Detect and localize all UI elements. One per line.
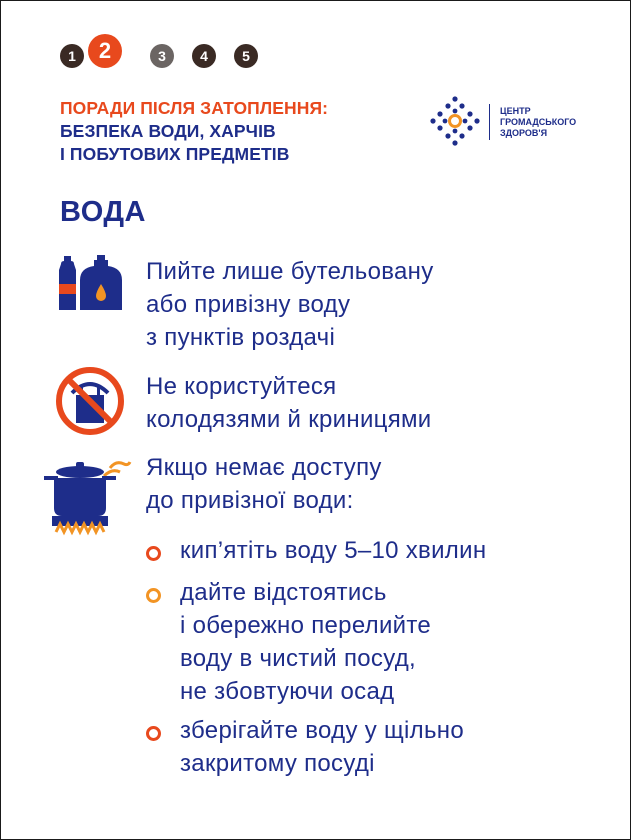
logo-text-line: ЦЕНТР [500,106,531,116]
step-5[interactable]: 5 [234,44,258,68]
bullet-icon [146,726,161,741]
tip-line: колодязями й криницями [146,406,432,433]
tip-line: Пийте лише бутельовану [146,258,434,285]
logo-divider [489,104,490,140]
step-1[interactable]: 1 [60,44,84,68]
tip-no-wells [146,370,432,436]
step-3[interactable]: 3 [150,44,174,68]
logo-text [500,106,576,139]
no-well-icon [54,365,126,442]
bullet-icon [146,546,161,561]
bullet-line: і обережно перелийте [180,612,432,639]
bullet-line: зберігайте воду у щільно [180,717,464,744]
bullet-icon [146,588,161,603]
bullet-store [180,714,464,780]
tip-line: Не користуйтеся [146,373,337,400]
header-title-line-3: І ПОБУТОВИХ ПРЕДМЕТІВ [60,144,290,164]
water-bottles-icon [56,254,124,317]
tip-line: з пунктів роздачі [146,324,336,351]
header-title-line-2: БЕЗПЕКА ВОДИ, ХАРЧІВ [60,121,276,141]
boiling-pot-icon [42,456,134,541]
bullet-line: воду в чистий посуд, [180,645,416,672]
tip-line: до привізної води: [146,487,354,514]
bullet-line: дайте відстоятись [180,579,387,606]
bullet-boil [180,534,486,567]
logo-text-line: ГРОМАДСЬКОГО [500,117,577,127]
bullet-line: кип’ятіть воду 5–10 хвилин [180,537,487,564]
bullet-line: закритому посуді [180,750,375,777]
bullet-line: не збовтуючи осад [180,678,395,705]
logo-mark-icon [430,96,480,146]
section-title: ВОДА [60,196,146,228]
step-4[interactable]: 4 [192,44,216,68]
tip-line: Якщо немає доступу [146,454,382,481]
tip-bottled-water [146,255,434,354]
public-health-center-logo [430,96,480,151]
header-title-line-1: ПОРАДИ ПІСЛЯ ЗАТОПЛЕННЯ: [60,98,329,118]
bullet-settle [180,576,431,708]
tip-no-access [146,451,382,517]
tip-line: або привізну воду [146,291,351,318]
logo-text-line: ЗДОРОВ'Я [500,128,548,138]
step-2-current[interactable]: 2 [88,34,122,68]
